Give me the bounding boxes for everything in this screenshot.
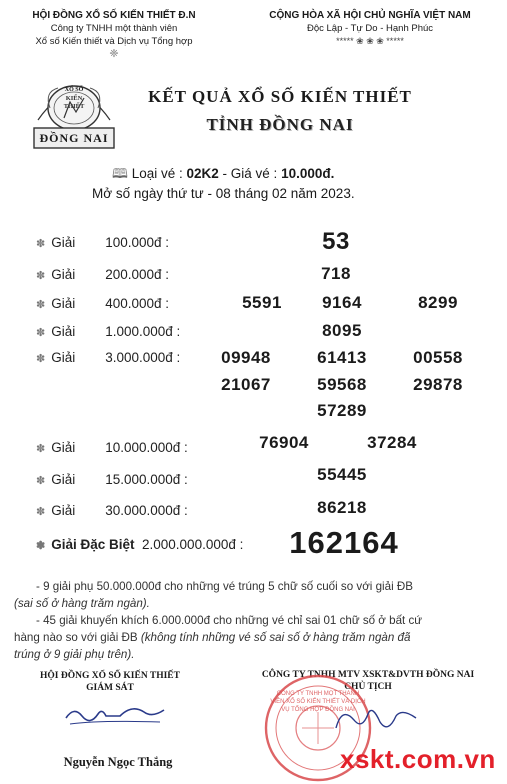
header-right-line1: CỘNG HÒA XÃ HỘI CHỦ NGHĨA VIỆT NAM <box>269 10 471 21</box>
page-subtitle: TỈNH ĐỒNG NAI <box>206 115 354 134</box>
prize-label: Giải <box>51 235 76 250</box>
header-right-line2: Độc Lập - Tự Do - Hạnh Phúc <box>306 23 434 34</box>
header-right-line3: ***** ❀ ❀ ❀ ***** <box>336 36 404 46</box>
note2-line2 <box>14 629 494 646</box>
prize-number: 61413 <box>317 348 367 367</box>
prize-amount: 15.000.000đ : <box>105 472 188 487</box>
prize-number: 29878 <box>413 375 463 394</box>
note2-text: hàng nào so với giải ĐB <box>14 631 138 644</box>
header-right <box>250 9 490 48</box>
prize-row-label: ✽ Giải 1.000.000đ : <box>36 324 181 339</box>
ticket-price-value: 10.000đ. <box>281 166 335 181</box>
prize-amount: 400.000đ : <box>105 296 170 311</box>
prize-number: 57289 <box>317 401 367 420</box>
header-left-line2: Công ty TNHH một thành viên <box>50 23 178 34</box>
logo-mid-text: KIẾN <box>65 95 83 102</box>
special-prize-amount: 2.000.000.000đ : <box>142 537 244 552</box>
logo-mid-text2: THIẾT <box>63 103 85 110</box>
prize-number: 9164 <box>322 293 362 312</box>
prize-amount: 30.000.000đ : <box>105 503 188 518</box>
logo-bottom-text: ĐỒNG NAI <box>39 131 109 145</box>
prize-amount: 3.000.000đ : <box>105 350 181 365</box>
prize-label: Giải <box>51 472 76 487</box>
draw-date: Mở số ngày thứ tư - 08 tháng 02 năm 2023. <box>92 186 355 201</box>
prize-label: Giải <box>51 296 76 311</box>
prize-label: Giải <box>51 503 76 518</box>
ticket-info <box>112 164 334 187</box>
ticket-price-label: - Giá vé : <box>222 166 278 181</box>
prize-number: 00558 <box>413 348 463 367</box>
left-signer-name: Nguyễn Ngọc Thắng <box>63 755 173 769</box>
prize-row-label: ✽ Giải 15.000.000đ : <box>36 472 188 487</box>
prize-number: 8095 <box>322 321 362 340</box>
left-title-line2: GIÁM SÁT <box>86 683 134 693</box>
prize-number: 59568 <box>317 375 367 394</box>
note2-line1: - 45 giải khuyến khích 6.000.000đ cho những vé chỉ sai 01 chữ số ở bất cứ <box>36 614 423 627</box>
header-left-ornament: ❈ <box>109 48 119 60</box>
logo-top-text: XỔ SỐ <box>64 87 84 93</box>
prize-number: 8299 <box>418 293 458 312</box>
header-left-line3: Xổ số Kiến thiết và Dịch vụ Tổng hợp <box>35 36 193 47</box>
note1-italic: (sai số ở hàng trăm ngàn). <box>14 597 150 610</box>
page-title: KẾT QUẢ XỔ SỐ KIẾN THIẾT <box>148 87 412 106</box>
prize-label: Giải <box>51 440 76 455</box>
prize-number: 53 <box>322 228 350 255</box>
note2-italic-end: trúng ở 9 giải phụ trên). <box>14 648 135 661</box>
note2-italic: (không tính những vé số sai số ở hàng trăm ngàn đã <box>140 631 411 644</box>
left-signature-title <box>30 670 190 694</box>
prize-row-label: ✽ Giải 10.000.000đ : <box>36 440 188 455</box>
ticket-type-value: 02K2 <box>186 166 219 181</box>
book-icon: 🕮 <box>112 166 128 181</box>
right-title-line2: CHỦ TỊCH <box>344 682 392 692</box>
notes <box>14 578 494 663</box>
prize-amount: 200.000đ : <box>105 267 170 282</box>
watermark-text: xskt.com.vn <box>340 744 496 774</box>
prize-number: 5591 <box>242 293 282 312</box>
prize-row-label: ✽ Giải 100.000đ : <box>36 235 170 250</box>
stamp-text: CÔNG TY TNHH MỘT THÀNH VIÊN XỔ SỐ KIẾN THIẾT VÀ DỊCH VỤ TỔNG HỢP ĐỒNG NAI <box>270 691 366 713</box>
prize-number: 55445 <box>317 465 367 484</box>
prize-amount: 10.000.000đ : <box>105 440 188 455</box>
left-title-line1: HỘI ĐỒNG XỔ SỐ KIẾN THIẾT <box>40 671 180 681</box>
prize-label: Giải <box>51 267 76 282</box>
right-signature-icon <box>332 700 422 740</box>
left-signature-icon <box>60 698 180 734</box>
right-title-line1: CÔNG TY TNHH MTV XSKT&DVTH ĐỒNG NAI <box>261 670 475 680</box>
special-prize-label: Giải Đặc Biệt <box>51 537 135 552</box>
prize-number: 21067 <box>221 375 271 394</box>
prize-label: Giải <box>51 350 76 365</box>
prize-label: Giải <box>51 324 76 339</box>
note2-line3 <box>14 646 494 663</box>
note1-line2 <box>14 595 494 612</box>
prize-number: 86218 <box>317 498 367 517</box>
special-prize-label-row: ✽ Giải Đặc Biệt 2.000.000.000đ : <box>36 537 244 552</box>
prize-number: 718 <box>321 264 351 283</box>
logo <box>28 72 120 152</box>
ticket-type-label: Loại vé : <box>131 166 183 181</box>
header-left-line1: HỘI ĐỒNG XỔ SỐ KIẾN THIẾT Đ.N <box>32 10 196 21</box>
prize-number: 76904 <box>259 433 309 452</box>
prize-row-label: ✽ Giải 400.000đ : <box>36 296 170 311</box>
header-left <box>14 9 214 61</box>
special-prize-number: 162164 <box>289 525 399 560</box>
prize-amount: 100.000đ : <box>105 235 170 250</box>
prize-row-label: ✽ Giải 3.000.000đ : <box>36 350 181 365</box>
prize-row-label: ✽ Giải 30.000.000đ : <box>36 503 188 518</box>
prize-amount: 1.000.000đ : <box>105 324 181 339</box>
prize-number: 09948 <box>221 348 271 367</box>
prize-row-label: ✽ Giải 200.000đ : <box>36 267 170 282</box>
prize-number: 37284 <box>367 433 417 452</box>
note1-line1: - 9 giải phụ 50.000.000đ cho những vé trúng 5 chữ số cuối so với giải ĐB <box>36 580 413 593</box>
